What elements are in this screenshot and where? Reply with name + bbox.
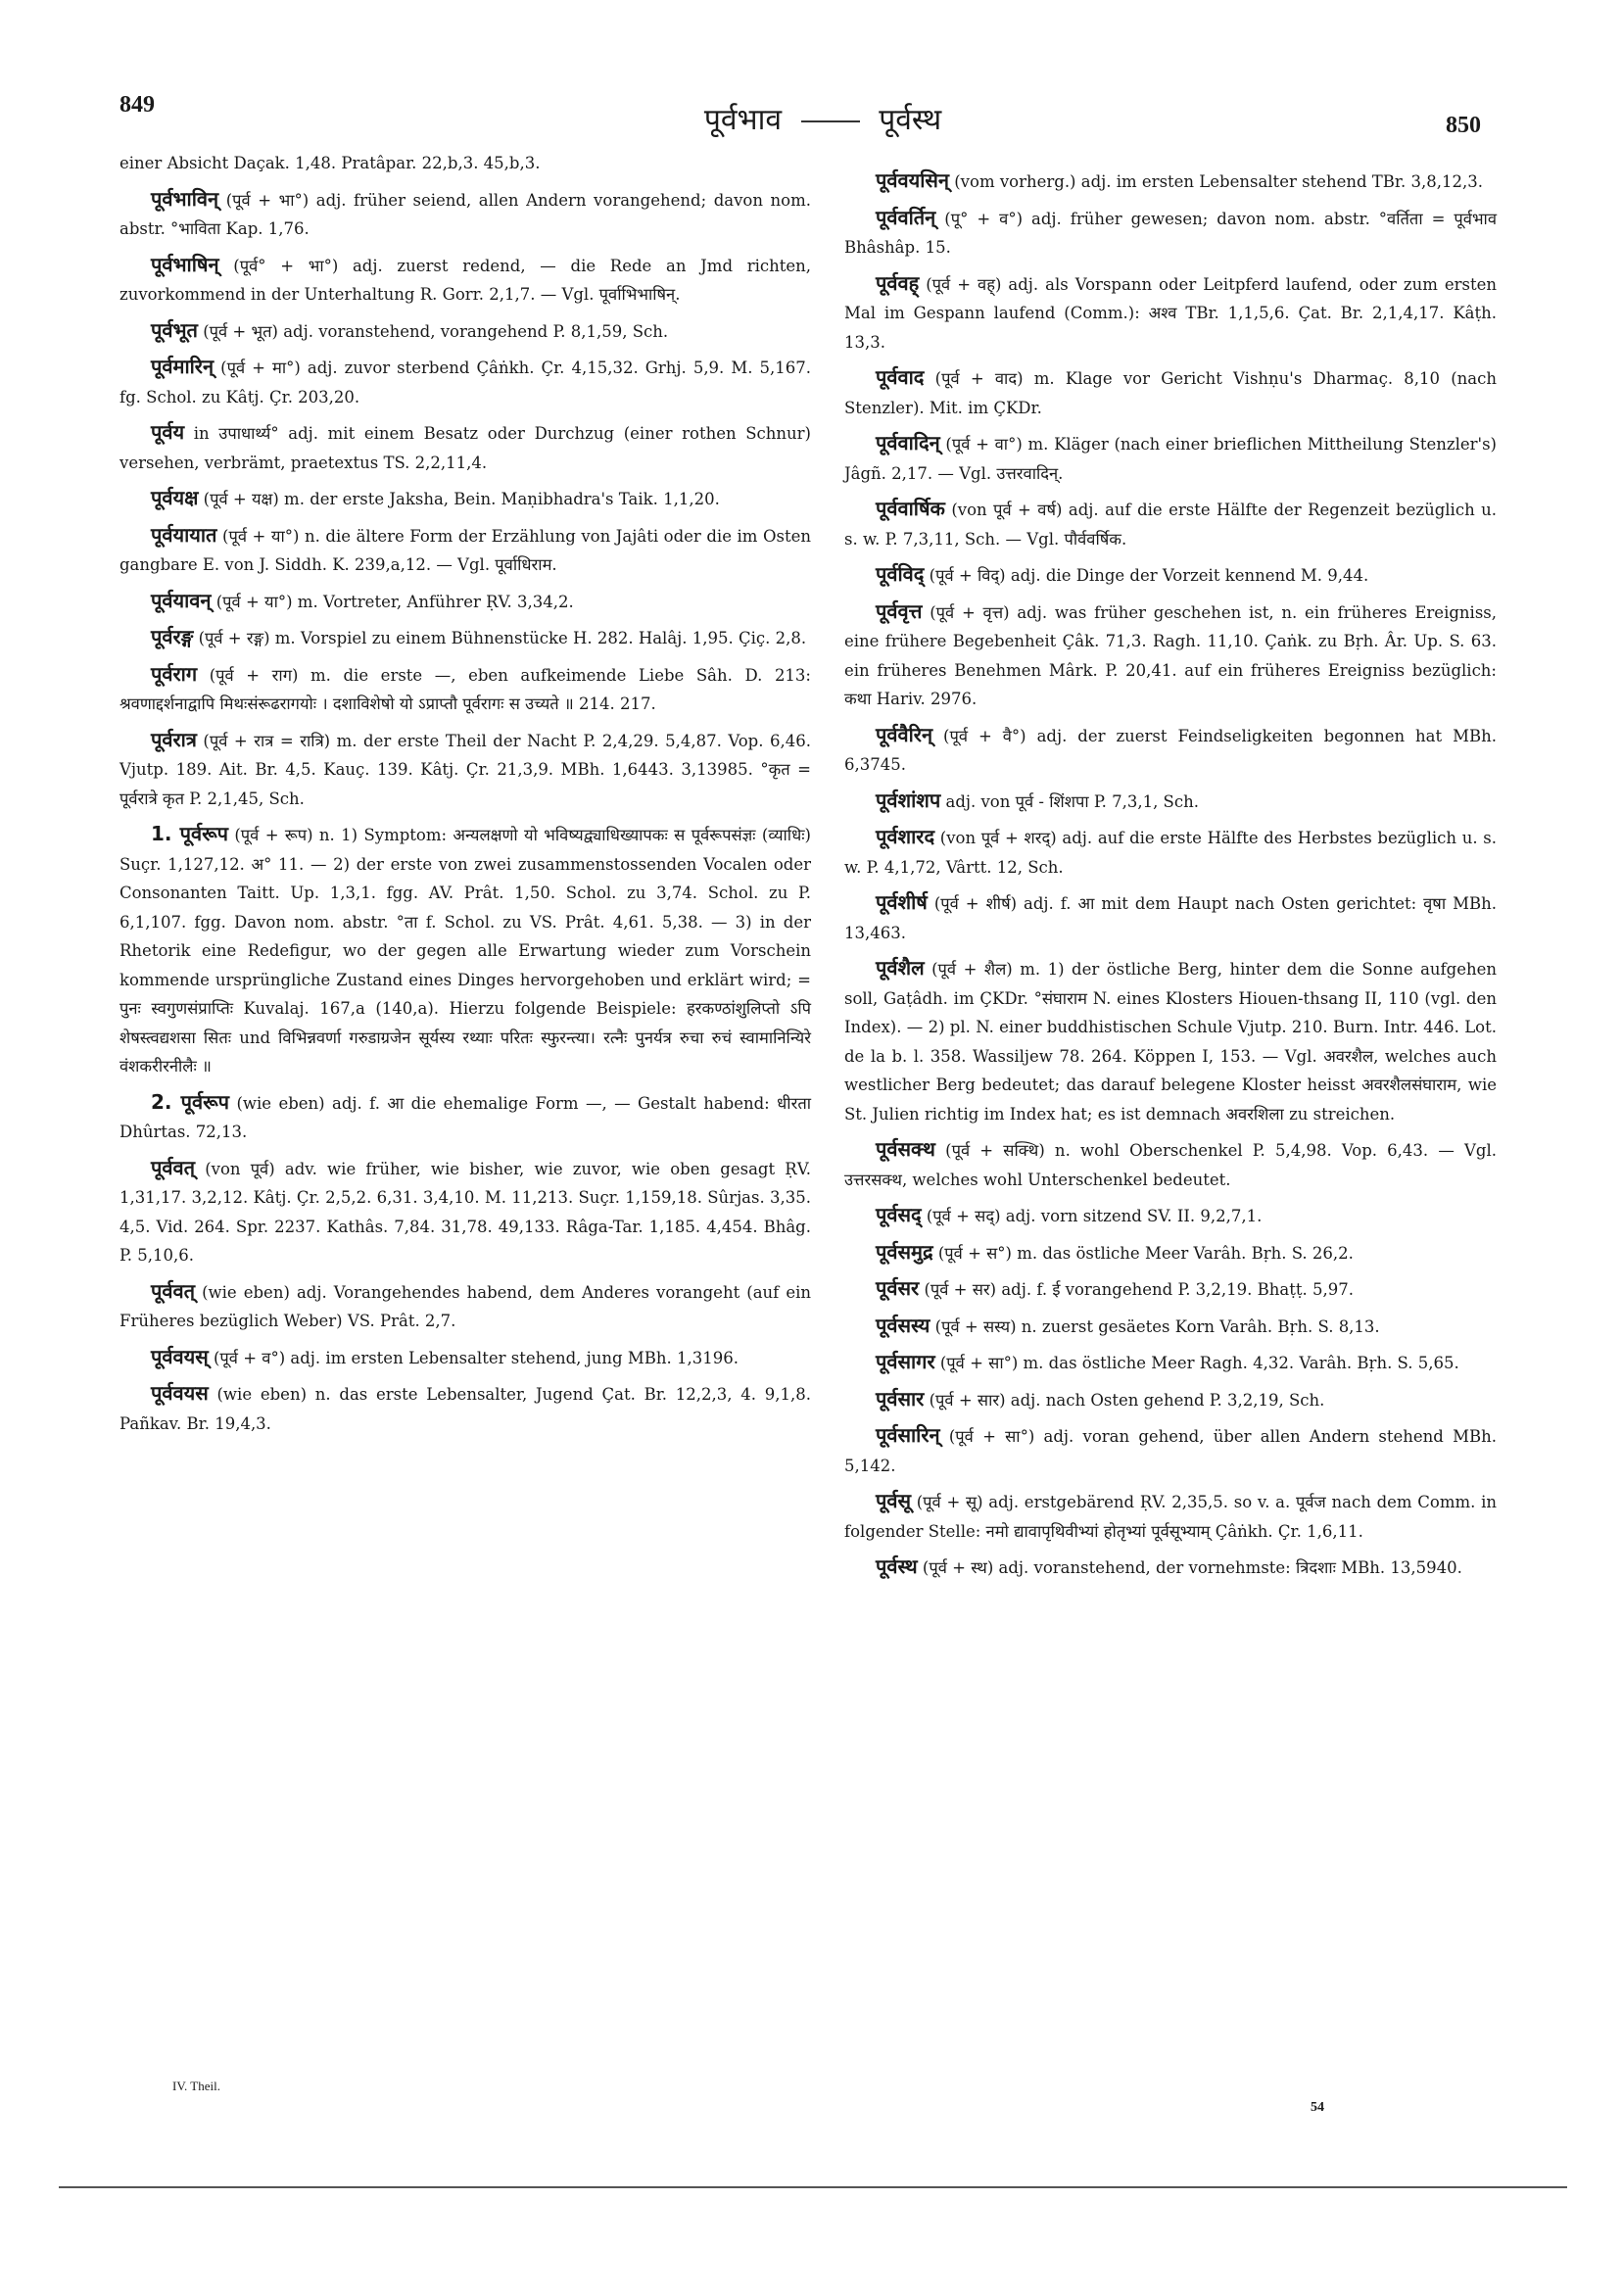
entry-headword: पूर्वशांशप (876, 788, 941, 812)
entry-text: (पूर्व + वै°) adj. der zuerst Feindseligkeiten begonnen hat MBh. 6,3745. (844, 726, 1498, 774)
dictionary-entry (119, 1379, 811, 1438)
dictionary-entry (844, 1201, 1497, 1231)
entry-headword: पूर्वशारद (876, 825, 935, 848)
entry-text: (पूर्व + वह्) adj. als Vorspann oder Leitpferd laufend, oder zum ersten Mal im Gespann laufend (Comm.): अश्व TBr. 1,1,5,6. Çat. Br. 2,1,4,17. Kâṭh. 13,3. (844, 274, 1497, 352)
entry-text: (पूर्व + सा°) m. das östliche Meer Ragh. 4,32. Varâh. Bṛh. S. 5,65. (939, 1354, 1459, 1372)
entry-headword: पूर्ववाद (876, 365, 925, 389)
entry-text: (wie eben) n. das erste Lebensalter, Jugend Çat. Br. 12,2,3, 4. 9,1,8. Pañkav. Br. 19,4,3. (119, 1385, 811, 1433)
entry-headword: पूर्वस्थ (876, 1555, 918, 1578)
right-column (844, 167, 1497, 1590)
running-head-dash (801, 120, 860, 122)
dictionary-entry (844, 1385, 1497, 1415)
dictionary-entry (844, 1135, 1497, 1194)
entry-text: (पूर्व + यक्ष) m. der erste Jaksha, Bein. Maṇibhadra's Taik. 1,1,20. (203, 490, 720, 508)
entry-text: (पूर्व + भूत) adj. voranstehend, vorangehend P. 8,1,59, Sch. (203, 321, 669, 341)
entry-headword: पूर्ववादिन् (876, 431, 940, 454)
entry-headword: पूर्वयक्ष (151, 486, 199, 509)
entry-headword: पूर्वसस्य (876, 1313, 930, 1337)
entry-headword: पूर्वरङ्ग (151, 625, 194, 648)
dictionary-entry (844, 1312, 1497, 1342)
entry-text: (पूर्व + वा°) m. Kläger (nach einer brieflichen Mittheilung Stenzler's) Jâgñ. 2,17. — Vgl. उत्तरवादिन्. (844, 435, 1497, 483)
entry-headword: 2. पूर्वरूप (151, 1089, 230, 1114)
entry-text: (wie eben) adj. Vorangehendes habend, dem Anderes vorangeht (auf ein Früheres bezüglich Weber) VS. Prât. 2,7. (119, 1282, 811, 1330)
dictionary-entry (844, 598, 1497, 714)
entry-text: (पूर्व + या°) n. die ältere Form der Erzählung von Jajâti oder die im Osten gangbare E. von J. Siddh. K. 239,a,12. — Vgl. पूर्वाधिराम. (119, 526, 812, 574)
entry-text: (wie eben) adj. f. आ die ehemalige Form —, — Gestalt habend: धीरता Dhûrtas. 72,13. (119, 1093, 811, 1141)
dictionary-entry (119, 484, 811, 514)
dictionary-entry (844, 269, 1497, 358)
dictionary-entry (119, 149, 811, 178)
dictionary-entry (844, 823, 1497, 882)
entry-text: (पूर्व + सू) adj. erstgebärend ṚV. 2,35,5. so v. a. पूर्वज nach dem Comm. in folgender Stelle: नमो द्यावापृथिवीभ्यां होतृभ्यां पूर्वसूभ्याम् Çâṅkh. Çr. 1,6,11. (844, 1493, 1497, 1541)
entry-text: (पूर्व + सर) adj. f. ई vorangehend P. 3,2,19. Bhaṭṭ. 5,97. (924, 1280, 1354, 1299)
entry-headword: 1. पूर्वरूप (151, 822, 228, 845)
dictionary-entry (119, 726, 811, 814)
entry-headword: पूर्ववार्षिक (876, 497, 945, 520)
dictionary-entry (119, 316, 811, 347)
dictionary-entry (844, 1553, 1497, 1583)
dictionary-entry (119, 418, 811, 477)
dictionary-entry (844, 495, 1497, 553)
dictionary-entry (119, 1088, 811, 1147)
entry-headword: पूर्वशीर्ष (876, 890, 928, 914)
entry-headword: पूर्वसमुद्र (876, 1239, 933, 1264)
dictionary-entry (119, 660, 811, 719)
entry-headword: पूर्वयायात (151, 522, 217, 547)
entry-text: (पूर्व + या°) m. Vortreter, Anführer ṚV. 3,34,2. (215, 592, 574, 611)
volume-note: IV. Theil. (172, 2079, 220, 2093)
entry-headword: पूर्ववह् (876, 270, 920, 295)
dictionary-entry (119, 587, 811, 617)
dictionary-entry (119, 353, 811, 411)
entry-headword: पूर्वभाषिन् (151, 252, 219, 276)
entry-text: (पूर्व + सद्) adj. vorn sitzend SV. II. 9,2,7,1. (926, 1207, 1263, 1225)
entry-text: (von पूर्व) adv. wie früher, wie bisher, wie zuvor, wie oben gesagt ṚV. 1,31,17. 3,2,12. Kâtj. Çr. 2,5,2. 6,31. 3,4,10. M. 11,213. Suçr. 1,159,18. Sûrjas. 3,35. 4,5. Vid. 264. Spr. 2237. Kathâs. 7,84. 31,78. 49,133. Râga-Tar. 1,185. 4,454. Bhâg. P. 5,10,6. (119, 1159, 811, 1265)
dictionary-entry (844, 721, 1497, 780)
dictionary-entry (844, 363, 1497, 422)
entry-text: (पूर्व + रात्र = रात्रि) m. der erste Theil der Nacht P. 2,4,29. 5,4,87. Vop. 6,46. Vjutp. 189. Ait. Br. 4,5. Kauç. 139. Kâtj. Çr. 21,3,9. MBh. 1,6443. 3,13985. °कृत = पूर्वरात्रे कृत P. 2,1,45, Sch. (119, 731, 811, 808)
dictionary-entry (844, 1421, 1497, 1480)
running-head-right: पूर्वस्थ (879, 103, 942, 137)
running-head-left: पूर्वभाव (703, 103, 783, 137)
entry-headword: पूर्वसागर (876, 1350, 935, 1373)
entry-headword: पूर्वमारिन् (151, 355, 215, 378)
entry-headword: पूर्ववैरिन् (876, 722, 933, 746)
dictionary-entry (844, 787, 1497, 817)
sheet-number: 54 (1311, 2100, 1324, 2115)
entry-text: (पूर्व + स°) m. das östliche Meer Varâh. Bṛh. S. 26,2. (937, 1243, 1354, 1263)
dictionary-entry (844, 204, 1497, 263)
entry-text: (पू° + व°) adj. früher gewesen; davon nom. abstr. °वर्तिता = पूर्वभाव Bhâshâp. 15. (844, 209, 1497, 257)
entry-text: (पूर्व + वाद) m. Klage vor Gericht Vishṇu's Dharmaç. 8,10 (nach Stenzler). Mit. im ÇKDr. (844, 369, 1498, 417)
dictionary-entry (119, 820, 811, 1081)
entry-text: (पूर्व + शैल) m. 1) der östliche Berg, hinter dem die Sonne aufgehen soll, Gaṭâdh. im ÇKDr. °संघाराम N. eines Klosters Hiouen-thsang II, 110 (vgl. den Index). — 2) pl. N. einer buddhistischen Schule Vjutp. 210. Burn. Intr. 446. Lot. de la b. l. 358. Wassiljew 78. 264. Köppen I, 153. — Vgl. अवरशैल, welches auch westlicher Berg bedeutet; das darauf belegene Kloster heisst अवरशैलसंघाराम, wie St. Julien richtig im Index hat; es ist demnach अवरशिला zu streichen. (844, 960, 1497, 1124)
dictionary-entry (844, 1238, 1497, 1268)
dictionary-entry (844, 560, 1497, 591)
entry-text: (पूर्व + रूप) n. 1) Symptom: अन्यलक्षणो यो भविष्यद्व्याधिख्यापकः स पूर्वरूपसंज्ञः (व्याधिः) Suçr. 1,127,12. अ° 11. — 2) der erste von zwei zusammenstossenden Vocalen oder Consonanten Taitt. Up. 1,3,1. fgg. AV. Prât. 1,50. Schol. zu 3,74. Schol. zu P. 6,1,107. fgg. Davon nom. abstr. °ता f. Schol. zu VS. Prât. 4,61. 5,38. — 3) in der Rhetorik eine Redefigur, wo der gegen alle Erwartung wieder zum Vorschein kommende ursprüngliche Zustand eines Dinges hervorgehoben und erklärt wird; = पुनः स्वगुणसंप्राप्तिः Kuvalaj. 167,a (140,a). Hierzu folgende Beispiele: हरकण्ठांशुलिप्तो ऽपि शेषस्त्वद्यशसा सितः und विभिन्नवर्णा गरुडाग्रजेन सूर्यस्य रथ्याः परितः स्फुरन्त्या। रत्नैः पुनर्यत्र रुचा रुचं स्वामानिन्यिरे वंशकरीरनीलैः ॥ (119, 826, 811, 1076)
entry-headword: पूर्वराग (151, 661, 198, 686)
entry-headword: पूर्ववृत्त (876, 598, 923, 623)
left-column (119, 149, 811, 1445)
entry-text: (पूर्व + सस्य) n. zuerst gesäetes Korn Varâh. Bṛh. S. 8,13. (934, 1316, 1380, 1336)
dictionary-entry (119, 251, 811, 310)
entry-text: (पूर्व + शीर्ष) adj. f. आ mit dem Haupt nach Osten gerichtet: वृषा MBh. 13,463. (844, 894, 1497, 942)
dictionary-entry (844, 1487, 1497, 1546)
entry-headword: पूर्वरात्र (151, 727, 197, 751)
entry-headword: पूर्वभाविन् (151, 186, 219, 211)
entry-text: (von पूर्व + शरद्) adj. auf die erste Hälfte des Herbstes bezüglich u. s. w. P. 4,1,72, Vârtt. 12, Sch. (844, 829, 1497, 877)
entry-text: einer Absicht Daçak. 1,48. Pratâpar. 22,b,3. 45,b,3. (119, 154, 541, 172)
entry-headword: पूर्ववर्तिन् (876, 205, 936, 229)
entry-text: (पूर्व + रङ्ग) m. Vorspiel zu einem Bühnenstücke H. 282. Halâj. 1,95. Çiç. 2,8. (198, 629, 807, 647)
entry-text: (पूर्व + सार) adj. nach Osten gehend P. 3,2,19, Sch. (929, 1390, 1325, 1410)
dictionary-entry (119, 521, 811, 580)
entry-headword: पूर्वभूत (151, 317, 198, 342)
right-page-number: 850 (1446, 113, 1481, 138)
dictionary-entry (844, 1348, 1497, 1378)
left-page-number: 849 (119, 92, 155, 118)
entry-text: (von पूर्व + वर्ष) adj. auf die erste Hälfte der Regenzeit bezüglich u. s. w. P. 7,3,11, Sch. — Vgl. पौर्ववर्षिक. (844, 501, 1497, 549)
entry-headword: पूर्वसू (876, 1489, 911, 1512)
entry-text: (vom vorherg.) adj. im ersten Lebensalter stehend TBr. 3,8,12,3. (954, 172, 1483, 191)
entry-text: (पूर्व + सा°) adj. voran gehend, über allen Andern stehend MBh. 5,142. (844, 1427, 1497, 1475)
entry-headword: पूर्ववयस् (151, 1344, 209, 1368)
bottom-rule (59, 2186, 1567, 2188)
entry-headword: पूर्वयावन् (151, 588, 212, 612)
dictionary-entry (844, 954, 1497, 1128)
dictionary-entry (844, 429, 1497, 488)
entry-text: (पूर्व + व°) adj. im ersten Lebensalter stehend, jung MBh. 1,3196. (213, 1348, 739, 1367)
entry-headword: पूर्वसद् (876, 1203, 922, 1226)
entry-headword: पूर्ववयसिन् (876, 168, 949, 192)
entry-headword: पूर्वसक्थ (876, 1137, 935, 1161)
entry-headword: पूर्वविद् (876, 562, 925, 586)
entry-headword: पूर्ववयस (151, 1381, 209, 1405)
entry-text: (पूर्व + विद्) adj. die Dinge der Vorzeit kennend M. 9,44. (929, 566, 1369, 585)
entry-text: (पूर्व° + भा°) adj. zuerst redend, — die Rede an Jmd richten, zuvorkommend in der Unterhaltung R. Gorr. 2,1,7. — Vgl. पूर्वाभिभाषिन्. (119, 256, 811, 304)
dictionary-entry (119, 1343, 811, 1373)
dictionary-entry (119, 1277, 811, 1336)
dictionary-entry (844, 1274, 1497, 1305)
entry-text: (पूर्व + वृत्त) adj. was früher geschehen ist, n. ein früheres Ereigniss, eine frühere Begebenheit Çâk. 71,3. Ragh. 11,10. Çaṅk. zu Bṛh. Âr. Up. S. 63. ein früheres Benehmen Mârk. P. 20,41. auf ein früheres Ereigniss bezüglich: कथा Hariv. 2976. (844, 602, 1497, 708)
entry-headword: पूर्वसारिन् (876, 1423, 940, 1447)
entry-headword: पूर्वय (151, 420, 185, 444)
entry-text: (पूर्व + मा°) adj. zuvor sterbend Çâṅkh. Çr. 4,15,32. Grhj. 5,9. M. 5,167. fg. Schol. zu Kâtj. Çr. 203,20. (119, 359, 811, 407)
dictionary-entry (119, 623, 811, 653)
entry-headword: पूर्ववत् (151, 1155, 195, 1179)
entry-text: in उपाधार्थ्य° adj. mit einem Besatz oder Durchzug (einer rothen Schnur) versehen, verbrämt, praetextus TS. 2,2,11,4. (119, 424, 811, 472)
dictionary-entry (119, 1154, 811, 1270)
entry-headword: पूर्वशैल (876, 956, 925, 980)
dictionary-entry (844, 167, 1497, 197)
entry-text: (पूर्व + राग) m. die erste —, eben aufkeimende Liebe Sâh. D. 213: श्रवणाद्दर्शनाद्वापि मिथःसंरूढरागयोः । दशाविशेषो यो ऽप्राप्तौ पूर्वरागः स उच्यते ॥ 214. 217. (119, 665, 811, 713)
running-head (676, 98, 970, 138)
entry-text: (पूर्व + भा°) adj. früher seiend, allen Andern vorangehend; davon nom. abstr. °भाविता Kap. 1,76. (119, 190, 811, 238)
entry-headword: पूर्ववत् (151, 1278, 195, 1303)
entry-text: (पूर्व + स्थ) adj. voranstehend, der vornehmste: त्रिदशाः MBh. 13,5940. (922, 1558, 1462, 1577)
entry-headword: पूर्वसार (876, 1386, 925, 1411)
dictionary-entry (119, 185, 811, 244)
entry-headword: पूर्वसर (876, 1276, 920, 1300)
entry-text: adj. von पूर्व - शिंशपा P. 7,3,1, Sch. (945, 791, 1199, 811)
dictionary-entry (844, 888, 1497, 947)
entry-text: (पूर्व + सक्थि) n. wohl Oberschenkel P. 5,4,98. Vop. 6,43. — Vgl. उत्तरसक्थ, welches wohl Unterschenkel bedeutet. (844, 1141, 1498, 1189)
